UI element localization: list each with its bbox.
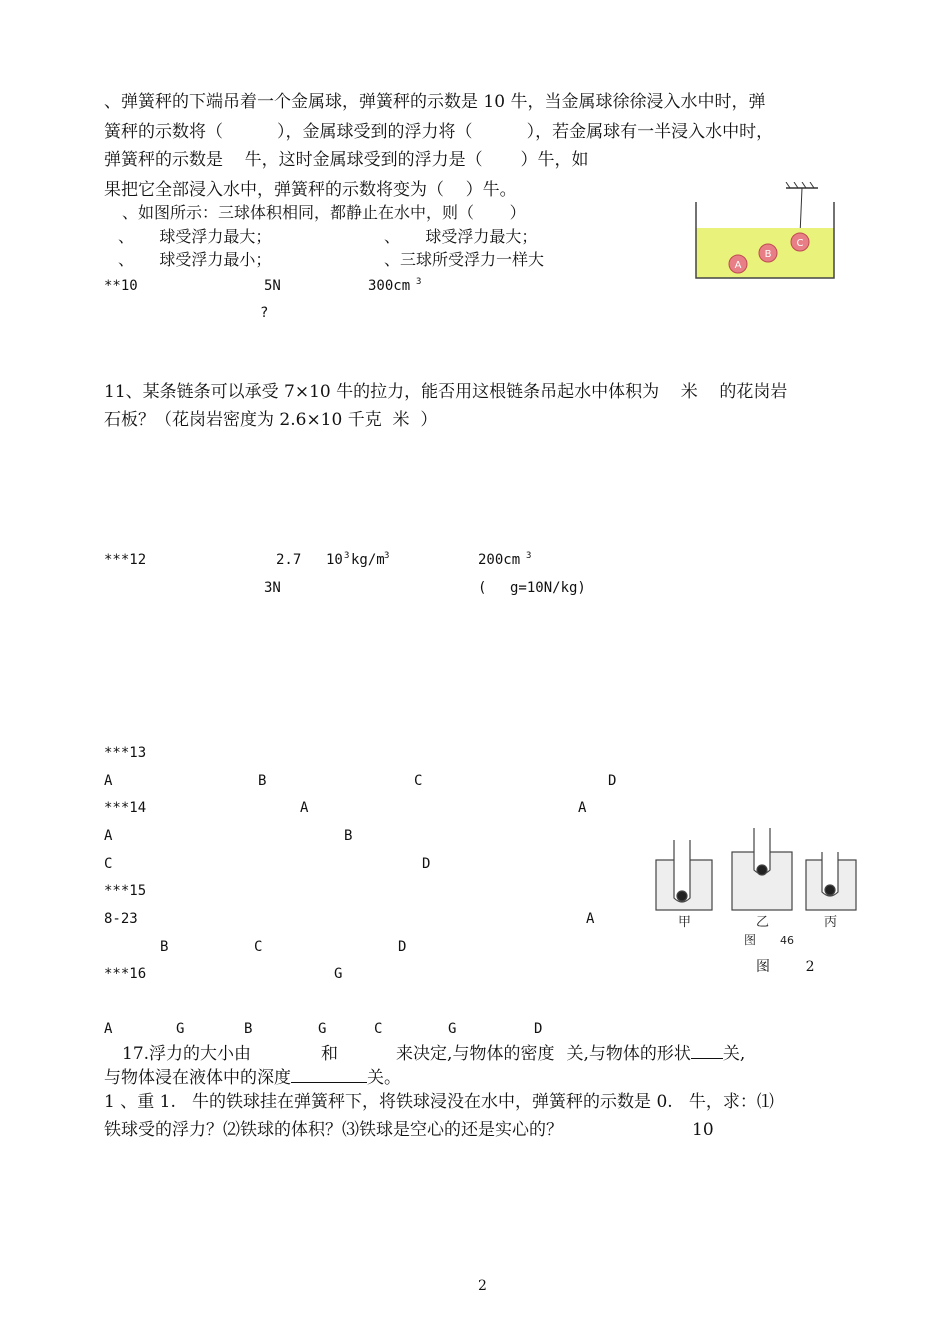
q12-density-unit-exp: 3: [384, 551, 390, 561]
q14-option-d: D: [422, 856, 431, 872]
q15-option-c: C: [254, 939, 263, 955]
q1-line2: 铁球受的浮力？⑵铁球的体积？⑶铁球是空心的还是实心的？: [104, 1120, 563, 1140]
q12-gravity: g=10N/kg): [510, 580, 586, 596]
q10-weight: 5N: [264, 278, 281, 294]
q17-part4: 关,与物体的形状: [566, 1044, 691, 1064]
q13-number: ***13: [104, 745, 147, 761]
figure2-label-jia: 甲: [678, 915, 692, 930]
q12-density-exp: 3: [344, 551, 350, 561]
q14-option-a: A: [104, 828, 113, 844]
q16-option-d: D: [534, 1021, 543, 1037]
beaker-three-balls-figure: [690, 182, 840, 282]
figure2-caption-b: 46: [780, 934, 794, 947]
page-number: 2: [478, 1278, 487, 1294]
q10-volume: 300cm: [368, 278, 411, 294]
q17-part7: 关。: [367, 1068, 401, 1088]
q15-option-b: B: [160, 939, 169, 955]
q-balls-option-c: 、 球受浮力最小；: [118, 250, 272, 269]
q-spring-line4: 果把它全部浸入水中，弹簧秤的示数将变为（ ）牛。: [104, 180, 517, 200]
q-spring-line3: 弹簧秤的示数是 牛，这时金属球受到的浮力是（ ）牛，如: [104, 150, 589, 170]
q17-part3: 来决定,与物体的密度: [396, 1044, 555, 1064]
q16-option-c: C: [374, 1021, 383, 1037]
q15-number: ***15: [104, 883, 147, 899]
q10-volume-sup: 3: [416, 277, 422, 287]
q-balls-option-a: 、 球受浮力最大；: [118, 227, 272, 246]
q12-density-base: 10: [326, 552, 343, 568]
q10-question-mark: ?: [260, 305, 269, 321]
q14-stem-a1: A: [300, 800, 309, 816]
q17-blank-depth[interactable]: [291, 1066, 367, 1083]
q14-option-c: C: [104, 856, 113, 872]
figure2-caption-a: 图: [744, 933, 757, 947]
q16-option-b: B: [244, 1021, 253, 1037]
q17-line1: [122, 1042, 745, 1064]
ball-label-c: C: [796, 238, 804, 249]
q-balls-option-d: 、三球所受浮力一样大: [384, 250, 545, 269]
q15-option-a: A: [586, 911, 595, 927]
q17-blank-shape[interactable]: [691, 1042, 723, 1059]
q11-line2: 石板？（花岗岩密度为 2.6×10 千克 米 ）: [104, 410, 438, 430]
q-spring-line1: 、弹簧秤的下端吊着一个金属球，弹簧秤的示数是 10 牛，当金属球徐徐浸入水中时，弹: [104, 92, 766, 112]
q1-line1: 1 、重 1. 牛的铁球挂在弹簧秤下，将铁球浸没在水中，弹簧秤的示数是 0. 牛，求：⑴: [104, 1092, 774, 1112]
q13-option-a: A: [104, 773, 113, 789]
q16-option-b-value: G: [318, 1021, 327, 1037]
q13-option-b: B: [258, 773, 267, 789]
q16-option-a-value: G: [176, 1021, 185, 1037]
q12-volume-exp: 3: [526, 551, 532, 561]
ball-label-a: A: [734, 260, 742, 271]
q16-number: ***16: [104, 966, 147, 982]
q17-part1: 17.浮力的大小由: [122, 1044, 252, 1064]
q14-stem-a2: A: [578, 800, 587, 816]
q1-hint: 10: [692, 1120, 714, 1140]
q12-number: ***12: [104, 552, 147, 568]
q14-option-b: B: [344, 828, 353, 844]
q17-part5: 关,: [722, 1044, 746, 1064]
q12-density: 2.7: [276, 552, 302, 568]
q12-volume: 200cm: [478, 552, 521, 568]
q-spring-line2: 簧秤的示数将（ ），金属球受到的浮力将（ ），若金属球有一半浸入水中时，: [104, 122, 774, 142]
figure2-label-yi: 乙: [756, 915, 770, 930]
q16-stem-g: G: [334, 966, 343, 982]
q15-option-d: D: [398, 939, 407, 955]
q10-number: **10: [104, 278, 138, 294]
q16-option-c-value: G: [448, 1021, 457, 1037]
q15-figure-ref: 8-23: [104, 911, 138, 927]
q-balls-option-b: 、 球受浮力最大；: [384, 227, 538, 246]
q17-part6: 与物体浸在液体中的深度: [104, 1068, 291, 1088]
q12-force: 3N: [264, 580, 281, 596]
q13-option-c: C: [414, 773, 423, 789]
q11-line1: 11、某条链条可以承受 7×10 牛的拉力，能否用这根链条吊起水中体积为 米 的花岗岩: [104, 382, 788, 402]
q-balls-stem: 、如图所示：三球体积相同，都静止在水中，则（ ）: [122, 203, 526, 222]
q12-density-unit: kg/m: [351, 552, 385, 568]
q17-line2: [104, 1066, 401, 1088]
q13-option-d: D: [608, 773, 617, 789]
q16-option-a: A: [104, 1021, 113, 1037]
q14-number: ***14: [104, 800, 147, 816]
ball-label-b: B: [764, 249, 772, 260]
q17-part2: 和: [321, 1044, 339, 1064]
figure2-caption: 图 2: [756, 959, 815, 975]
test-tubes-figure: [648, 812, 868, 952]
figure2-label-bing: 丙: [824, 915, 838, 930]
q12-paren: (: [478, 580, 487, 596]
